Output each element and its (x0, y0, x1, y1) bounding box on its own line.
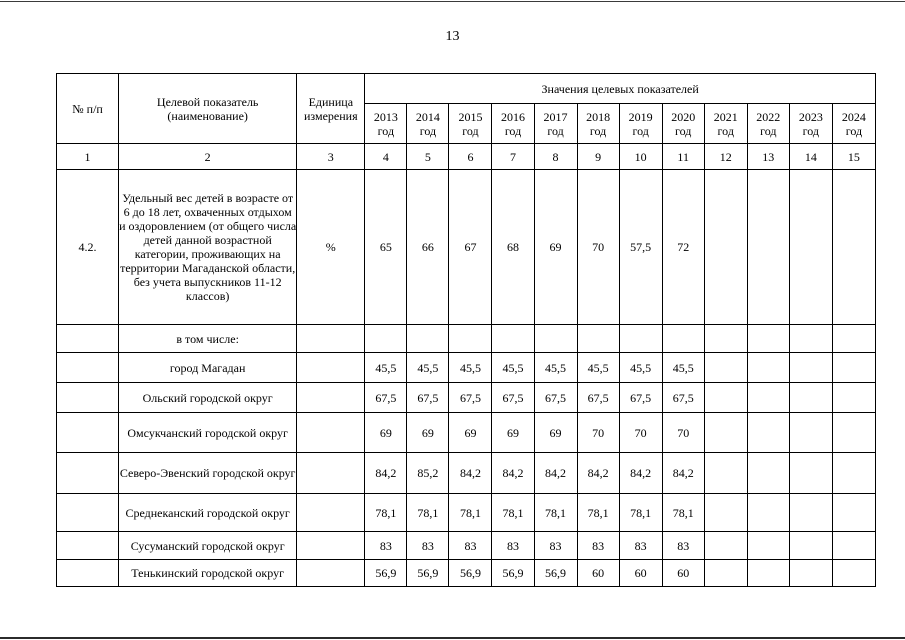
value-cell: 67,5 (407, 383, 449, 413)
value-cell: 57,5 (619, 170, 662, 325)
value-cell (832, 532, 875, 560)
value-cell: 83 (365, 532, 407, 560)
value-cell: 85,2 (407, 453, 449, 494)
value-cell: 84,2 (577, 453, 619, 494)
value-cell (747, 560, 789, 587)
value-cell: 70 (577, 413, 619, 453)
unit-cell: % (297, 170, 365, 325)
indicator-name-cell: Тенькинский городской округ (119, 560, 297, 587)
value-cell: 56,9 (534, 560, 577, 587)
header-year: 2024 год (832, 104, 875, 144)
value-cell: 83 (449, 532, 492, 560)
value-cell (789, 494, 832, 532)
value-cell: 69 (407, 413, 449, 453)
column-number: 3 (297, 144, 365, 170)
header-year: 2015 год (449, 104, 492, 144)
value-cell (704, 383, 747, 413)
unit-cell (297, 413, 365, 453)
indicator-name-cell: Северо-Эвенский городской округ (119, 453, 297, 494)
value-cell (832, 413, 875, 453)
value-cell: 70 (577, 170, 619, 325)
value-cell (704, 325, 747, 353)
value-cell (832, 325, 875, 353)
header-indicator: Целевой показатель (наименование) (119, 74, 297, 144)
header-year: 2016 год (492, 104, 534, 144)
value-cell (789, 325, 832, 353)
value-cell: 45,5 (449, 353, 492, 383)
value-cell: 45,5 (365, 353, 407, 383)
value-cell: 68 (492, 170, 534, 325)
column-number: 13 (747, 144, 789, 170)
header-year: 2019 год (619, 104, 662, 144)
value-cell: 67 (449, 170, 492, 325)
value-cell: 83 (534, 532, 577, 560)
column-number-row (57, 144, 876, 170)
row-number-cell (57, 383, 119, 413)
value-cell: 45,5 (577, 353, 619, 383)
column-number: 8 (534, 144, 577, 170)
value-cell: 67,5 (577, 383, 619, 413)
value-cell: 78,1 (662, 494, 704, 532)
value-cell (619, 325, 662, 353)
value-cell (704, 453, 747, 494)
table-row (57, 494, 876, 532)
unit-cell (297, 453, 365, 494)
value-cell: 78,1 (449, 494, 492, 532)
value-cell (704, 413, 747, 453)
header-year: 2020 год (662, 104, 704, 144)
value-cell: 84,2 (449, 453, 492, 494)
value-cell (832, 170, 875, 325)
value-cell: 60 (662, 560, 704, 587)
value-cell (365, 325, 407, 353)
value-cell: 78,1 (577, 494, 619, 532)
column-number: 1 (57, 144, 119, 170)
column-number: 9 (577, 144, 619, 170)
row-number-cell (57, 494, 119, 532)
value-cell (534, 325, 577, 353)
value-cell: 65 (365, 170, 407, 325)
value-cell: 84,2 (662, 453, 704, 494)
value-cell (832, 560, 875, 587)
value-cell: 69 (365, 413, 407, 453)
table-row (57, 383, 876, 413)
header-year: 2023 год (789, 104, 832, 144)
value-cell: 84,2 (492, 453, 534, 494)
value-cell (704, 532, 747, 560)
value-cell (747, 383, 789, 413)
value-cell: 56,9 (492, 560, 534, 587)
header-unit: Единица измерения (297, 74, 365, 144)
value-cell: 67,5 (449, 383, 492, 413)
value-cell (747, 325, 789, 353)
value-cell: 78,1 (407, 494, 449, 532)
value-cell: 67,5 (619, 383, 662, 413)
value-cell (747, 494, 789, 532)
value-cell: 45,5 (407, 353, 449, 383)
value-cell: 45,5 (534, 353, 577, 383)
value-cell: 60 (619, 560, 662, 587)
indicator-name-cell: Удельный вес детей в возрасте от 6 до 18 лет, охваченных отдыхом и оздоровлением (от общего числа детей данной возрастной категории, проживающих на территории Магаданской области, без учета выпускников 11-12 классов) (119, 170, 297, 325)
indicator-name-cell: в том числе: (119, 325, 297, 353)
value-cell: 45,5 (492, 353, 534, 383)
value-cell: 69 (534, 170, 577, 325)
value-cell (832, 453, 875, 494)
value-cell (789, 560, 832, 587)
value-cell (704, 560, 747, 587)
row-number-cell (57, 560, 119, 587)
table-row (57, 325, 876, 353)
value-cell (747, 453, 789, 494)
unit-cell (297, 325, 365, 353)
scan-edge-top (0, 1, 905, 2)
target-indicators-table (56, 73, 876, 587)
unit-cell (297, 494, 365, 532)
column-number: 14 (789, 144, 832, 170)
column-number: 5 (407, 144, 449, 170)
column-number: 4 (365, 144, 407, 170)
value-cell: 78,1 (365, 494, 407, 532)
value-cell: 83 (407, 532, 449, 560)
value-cell: 67,5 (365, 383, 407, 413)
table-row (57, 170, 876, 325)
value-cell (832, 353, 875, 383)
value-cell: 78,1 (619, 494, 662, 532)
header-year: 2018 год (577, 104, 619, 144)
value-cell (704, 353, 747, 383)
unit-cell (297, 353, 365, 383)
value-cell: 56,9 (407, 560, 449, 587)
value-cell (832, 383, 875, 413)
value-cell: 83 (619, 532, 662, 560)
value-cell (704, 494, 747, 532)
indicator-name-cell: город Магадан (119, 353, 297, 383)
value-cell: 67,5 (534, 383, 577, 413)
value-cell: 69 (534, 413, 577, 453)
unit-cell (297, 560, 365, 587)
value-cell (662, 325, 704, 353)
value-cell: 78,1 (534, 494, 577, 532)
table-row (57, 353, 876, 383)
value-cell: 72 (662, 170, 704, 325)
value-cell: 83 (577, 532, 619, 560)
header-year: 2013 год (365, 104, 407, 144)
scan-edge-bottom (0, 637, 905, 639)
header-year: 2021 год (704, 104, 747, 144)
column-number: 11 (662, 144, 704, 170)
value-cell: 83 (662, 532, 704, 560)
value-cell (832, 494, 875, 532)
column-number: 7 (492, 144, 534, 170)
value-cell (789, 170, 832, 325)
column-number: 2 (119, 144, 297, 170)
value-cell: 56,9 (449, 560, 492, 587)
value-cell: 83 (492, 532, 534, 560)
value-cell: 45,5 (619, 353, 662, 383)
table-row (57, 413, 876, 453)
value-cell: 66 (407, 170, 449, 325)
value-cell: 78,1 (492, 494, 534, 532)
value-cell (407, 325, 449, 353)
value-cell (789, 532, 832, 560)
table-row (57, 560, 876, 587)
value-cell: 67,5 (662, 383, 704, 413)
value-cell (747, 413, 789, 453)
row-number-cell (57, 453, 119, 494)
header-year: 2017 год (534, 104, 577, 144)
value-cell: 84,2 (534, 453, 577, 494)
indicator-name-cell: Среднеканский городской округ (119, 494, 297, 532)
row-number-cell: 4.2. (57, 170, 119, 325)
value-cell: 60 (577, 560, 619, 587)
indicator-name-cell: Ольский городской округ (119, 383, 297, 413)
row-number-cell (57, 413, 119, 453)
indicator-name-cell: Омсукчанский городской округ (119, 413, 297, 453)
column-number: 6 (449, 144, 492, 170)
value-cell (789, 353, 832, 383)
column-number: 12 (704, 144, 747, 170)
value-cell: 45,5 (662, 353, 704, 383)
value-cell: 84,2 (365, 453, 407, 494)
column-number: 10 (619, 144, 662, 170)
value-cell: 70 (662, 413, 704, 453)
header-year: 2022 год (747, 104, 789, 144)
value-cell (704, 170, 747, 325)
column-number: 15 (832, 144, 875, 170)
header-year: 2014 год (407, 104, 449, 144)
table-row (57, 532, 876, 560)
value-cell (747, 170, 789, 325)
value-cell: 70 (619, 413, 662, 453)
value-cell (789, 413, 832, 453)
row-number-cell (57, 532, 119, 560)
indicator-name-cell: Сусуманский городской округ (119, 532, 297, 560)
value-cell (789, 453, 832, 494)
value-cell (577, 325, 619, 353)
page-number: 13 (445, 29, 460, 44)
row-number-cell (57, 353, 119, 383)
value-cell (492, 325, 534, 353)
value-cell: 56,9 (365, 560, 407, 587)
value-cell (747, 353, 789, 383)
value-cell: 84,2 (619, 453, 662, 494)
header-num: № п/п (57, 74, 119, 144)
unit-cell (297, 383, 365, 413)
value-cell: 67,5 (492, 383, 534, 413)
value-cell: 69 (492, 413, 534, 453)
row-number-cell (57, 325, 119, 353)
unit-cell (297, 532, 365, 560)
value-cell (747, 532, 789, 560)
value-cell (789, 383, 832, 413)
value-cell: 69 (449, 413, 492, 453)
header-values-group: Значения целевых показателей (365, 74, 876, 104)
table-row (57, 453, 876, 494)
value-cell (449, 325, 492, 353)
